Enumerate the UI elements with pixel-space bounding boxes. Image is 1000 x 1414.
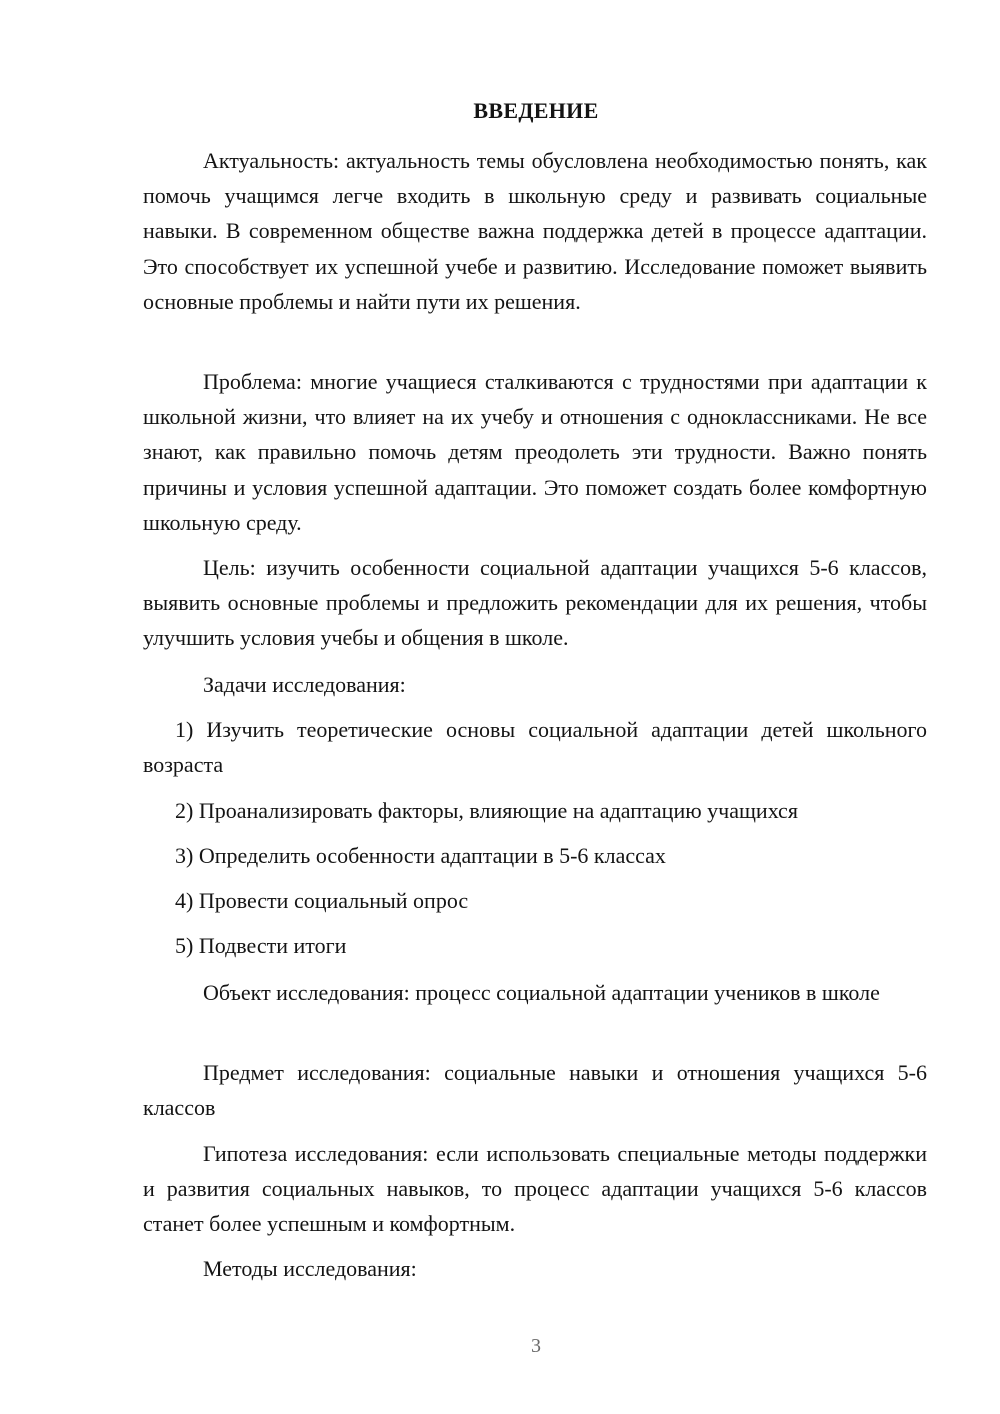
task-item-3: 3) Определить особенности адаптации в 5-6 классах bbox=[175, 843, 666, 868]
paragraph-problem: Проблема: многие учащиеся сталкиваются с трудностями при адаптации к школьной жизни, что влияет на их учебу и отношения с одноклассниками. Не все знают, как правильно помочь детям преодолеть эти трудности. Важно понять причины и условия успешной адаптации. Это поможет создать более комфортную школьную среду. bbox=[143, 369, 927, 535]
paragraph-goal: Цель: изучить особенности социальной адаптации учащихся 5-6 классов, выявить основные проблемы и предложить рекомендации для их решения, чтобы улучшить условия учебы и общения в школе. bbox=[143, 555, 927, 651]
paragraph-hypothesis: Гипотеза исследования: если использовать специальные методы поддержки и развития социальных навыков, то процесс адаптации учащихся 5-6 классов станет более успешным и комфортным. bbox=[143, 1141, 927, 1237]
paragraph-object: Объект исследования: процесс социальной адаптации учеников в школе bbox=[203, 980, 880, 1005]
paragraph-subject: Предмет исследования: социальные навыки и отношения учащихся 5-6 классов bbox=[143, 1060, 927, 1121]
methods-heading: Методы исследования: bbox=[203, 1256, 417, 1281]
task-item-5: 5) Подвести итоги bbox=[175, 933, 347, 958]
section-heading: ВВЕДЕНИЕ bbox=[473, 98, 599, 123]
task-item-4: 4) Провести социальный опрос bbox=[175, 888, 469, 913]
paragraph-relevance: Актуальность: актуальность темы обусловлена необходимостью понять, как помочь учащимся легче входить в школьную среду и развивать социальные навыки. В современном обществе важна поддержка детей в процессе адаптации. Это способствует их успешной учебе и развитию. Исследование поможет выявить основные проблемы и найти пути их решения. bbox=[143, 148, 927, 314]
task-item-1: 1) Изучить теоретические основы социальной адаптации детей школьного возраста bbox=[143, 717, 927, 778]
tasks-heading: Задачи исследования: bbox=[203, 672, 406, 697]
page-number: 3 bbox=[531, 1335, 541, 1357]
task-item-2: 2) Проанализировать факторы, влияющие на адаптацию учащихся bbox=[175, 798, 798, 823]
